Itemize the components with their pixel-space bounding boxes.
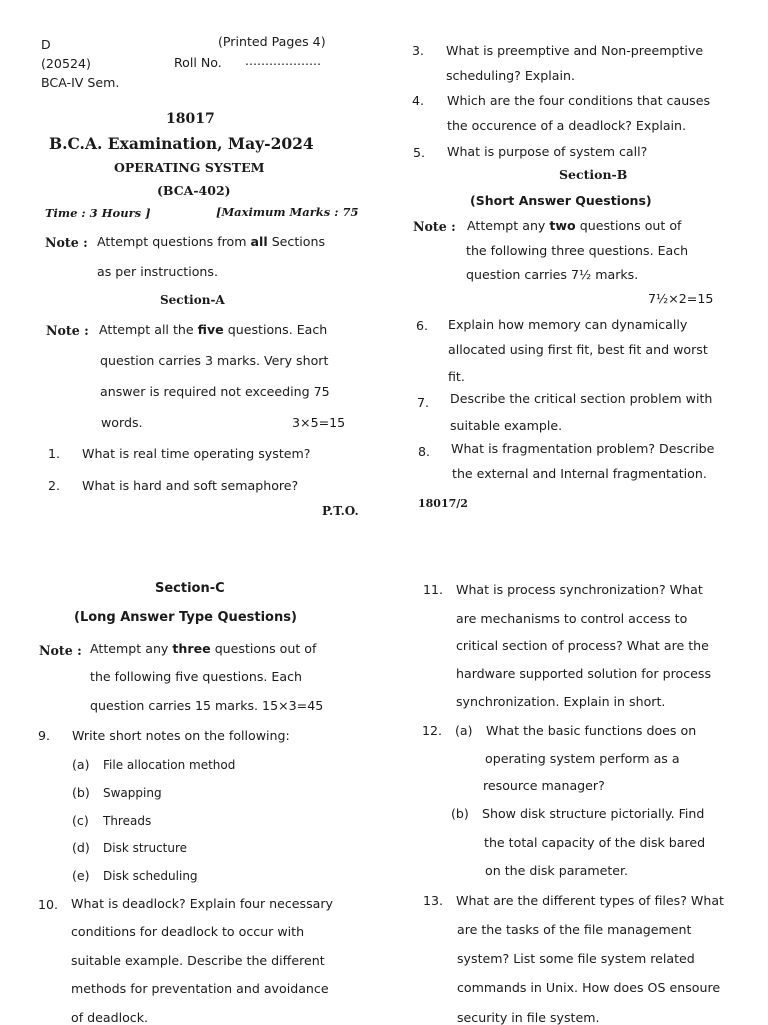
- page-4: [384, 540, 768, 1024]
- section-b-marks: 7½×2=15: [648, 291, 714, 306]
- section-c-note-line-1: Attempt any three questions out of: [90, 641, 317, 656]
- question-13-line-3: system? List some file system related: [457, 951, 695, 966]
- question-12-number: 12.: [422, 723, 443, 738]
- question-8-number: 8.: [418, 444, 431, 459]
- question-4-line-1: Which are the four conditions that causes: [447, 93, 711, 108]
- question-9-item-a-text: File allocation method: [103, 758, 236, 772]
- subject-title: OPERATING SYSTEM: [114, 160, 265, 175]
- section-c-subheading: (Long Answer Type Questions): [74, 610, 297, 625]
- page-2: [384, 0, 768, 540]
- question-7-line-1: Describe the critical section problem with: [450, 391, 713, 406]
- note-line-2: as per instructions.: [97, 264, 218, 279]
- question-3-number: 3.: [412, 43, 425, 58]
- question-4-line-2: the occurence of a deadlock? Explain.: [447, 118, 687, 133]
- question-8-line-2: the external and Internal fragmentation.: [452, 466, 707, 481]
- question-12b-line-3: on the disk parameter.: [485, 863, 629, 878]
- question-2-number: 2.: [48, 478, 61, 493]
- maximum-marks: [Maximum Marks : 75: [216, 205, 359, 219]
- question-9-item-e-text: Disk scheduling: [103, 869, 198, 883]
- question-9-item-b-label: (b): [72, 785, 90, 800]
- section-c-note-line-2: the following five questions. Each: [90, 669, 302, 684]
- question-12a-line-2: operating system perform as a: [485, 751, 680, 766]
- question-10-line-4: methods for preventation and avoidance: [71, 981, 329, 996]
- question-1-text: What is real time operating system?: [82, 446, 311, 461]
- question-8-line-1: What is fragmentation problem? Describe: [451, 441, 715, 456]
- question-9-item-a-label: (a): [72, 757, 90, 772]
- section-a-marks: 3×5=15: [292, 415, 346, 430]
- question-11-number: 11.: [423, 582, 444, 597]
- question-1-number: 1.: [48, 446, 61, 461]
- question-7-number: 7.: [417, 395, 430, 410]
- question-6-line-2: allocated using first fit, best fit and worst: [448, 342, 708, 357]
- question-9-item-d-text: Disk structure: [103, 841, 188, 855]
- section-b-note-line-2: the following three questions. Each: [466, 243, 689, 258]
- question-10-line-5: of deadlock.: [71, 1010, 149, 1025]
- time-allowed: Time : 3 Hours ]: [45, 206, 151, 220]
- page-3: [0, 540, 384, 1024]
- question-6-number: 6.: [416, 318, 429, 333]
- question-10-number: 10.: [38, 897, 59, 912]
- section-c-heading: Section-C: [155, 581, 225, 596]
- section-c-note-line-3: question carries 15 marks. 15×3=45: [90, 698, 324, 713]
- question-12a-line-1: What the basic functions does on: [486, 723, 697, 738]
- question-12b-label: (b): [451, 806, 469, 821]
- section-a-note-line-2: question carries 3 marks. Very short: [100, 353, 329, 368]
- question-12b-line-2: the total capacity of the disk bared: [484, 835, 706, 850]
- question-3-line-1: What is preemptive and Non-preemptive: [446, 43, 704, 58]
- question-12b-line-1: Show disk structure pictorially. Find: [482, 806, 705, 821]
- question-11-line-1: What is process synchronization? What: [456, 582, 703, 597]
- question-9-number: 9.: [38, 728, 51, 743]
- question-13-number: 13.: [423, 893, 444, 908]
- question-9-item-c-text: Threads: [103, 814, 152, 828]
- question-11-line-5: synchronization. Explain in short.: [456, 694, 666, 709]
- question-9-text: Write short notes on the following:: [72, 728, 290, 743]
- roll-no-dots: ...................: [245, 53, 322, 68]
- pto-label: P.T.O.: [322, 504, 359, 518]
- page-footer-code: 18017/2: [418, 497, 468, 510]
- question-9-item-b-text: Swapping: [103, 786, 162, 800]
- question-2-text: What is hard and soft semaphore?: [82, 478, 299, 493]
- question-12a-label: (a): [455, 723, 473, 738]
- section-b-note-line-3: question carries 7½ marks.: [466, 267, 639, 282]
- section-c-note-label: Note :: [39, 643, 82, 658]
- question-9-item-d-label: (d): [72, 840, 90, 855]
- section-a-note-label: Note :: [46, 323, 89, 338]
- question-7-line-2: suitable example.: [450, 418, 563, 433]
- question-6-line-3: fit.: [448, 369, 465, 384]
- question-10-line-1: What is deadlock? Explain four necessary: [71, 896, 333, 911]
- question-5-text: What is purpose of system call?: [447, 144, 648, 159]
- question-12a-line-3: resource manager?: [483, 778, 605, 793]
- question-13-line-5: security in file system.: [457, 1010, 600, 1025]
- note-line-1: Attempt questions from all Sections: [97, 234, 326, 249]
- paper-code: (20524): [41, 56, 91, 71]
- exam-title: B.C.A. Examination, May-2024: [49, 134, 314, 153]
- section-a-note-line-1: Attempt all the five questions. Each: [99, 322, 328, 337]
- section-b-subheading: (Short Answer Questions): [470, 193, 652, 208]
- semester: BCA-IV Sem.: [41, 75, 120, 90]
- note-label: Note :: [45, 235, 88, 250]
- series-code: D: [41, 37, 51, 52]
- section-a-note-line-4: words.: [101, 415, 143, 430]
- section-b-note-label: Note :: [413, 219, 456, 234]
- question-4-number: 4.: [412, 93, 425, 108]
- question-13-line-2: are the tasks of the file management: [457, 922, 692, 937]
- question-11-line-3: critical section of process? What are the: [456, 638, 709, 653]
- section-b-note-line-1: Attempt any two questions out of: [467, 218, 682, 233]
- exam-code: 18017: [166, 111, 215, 127]
- printed-pages: (Printed Pages 4): [218, 34, 326, 49]
- course-code: (BCA-402): [157, 183, 231, 198]
- roll-no-label: Roll No.: [174, 55, 222, 70]
- question-9-item-e-label: (e): [72, 868, 90, 883]
- question-11-line-4: hardware supported solution for process: [456, 666, 712, 681]
- question-5-number: 5.: [413, 145, 426, 160]
- question-3-line-2: scheduling? Explain.: [446, 68, 575, 83]
- question-6-line-1: Explain how memory can dynamically: [448, 317, 688, 332]
- question-10-line-3: suitable example. Describe the different: [71, 953, 325, 968]
- section-a-note-line-3: answer is required not exceeding 75: [100, 384, 330, 399]
- question-9-item-c-label: (c): [72, 813, 89, 828]
- page-1: [0, 0, 384, 540]
- question-10-line-2: conditions for deadlock to occur with: [71, 924, 305, 939]
- section-a-heading: Section-A: [160, 293, 225, 307]
- section-b-heading: Section-B: [559, 167, 628, 182]
- question-11-line-2: are mechanisms to control access to: [456, 611, 688, 626]
- question-13-line-1: What are the different types of files? What: [456, 893, 724, 908]
- question-13-line-4: commands in Unix. How does OS ensoure: [457, 980, 721, 995]
